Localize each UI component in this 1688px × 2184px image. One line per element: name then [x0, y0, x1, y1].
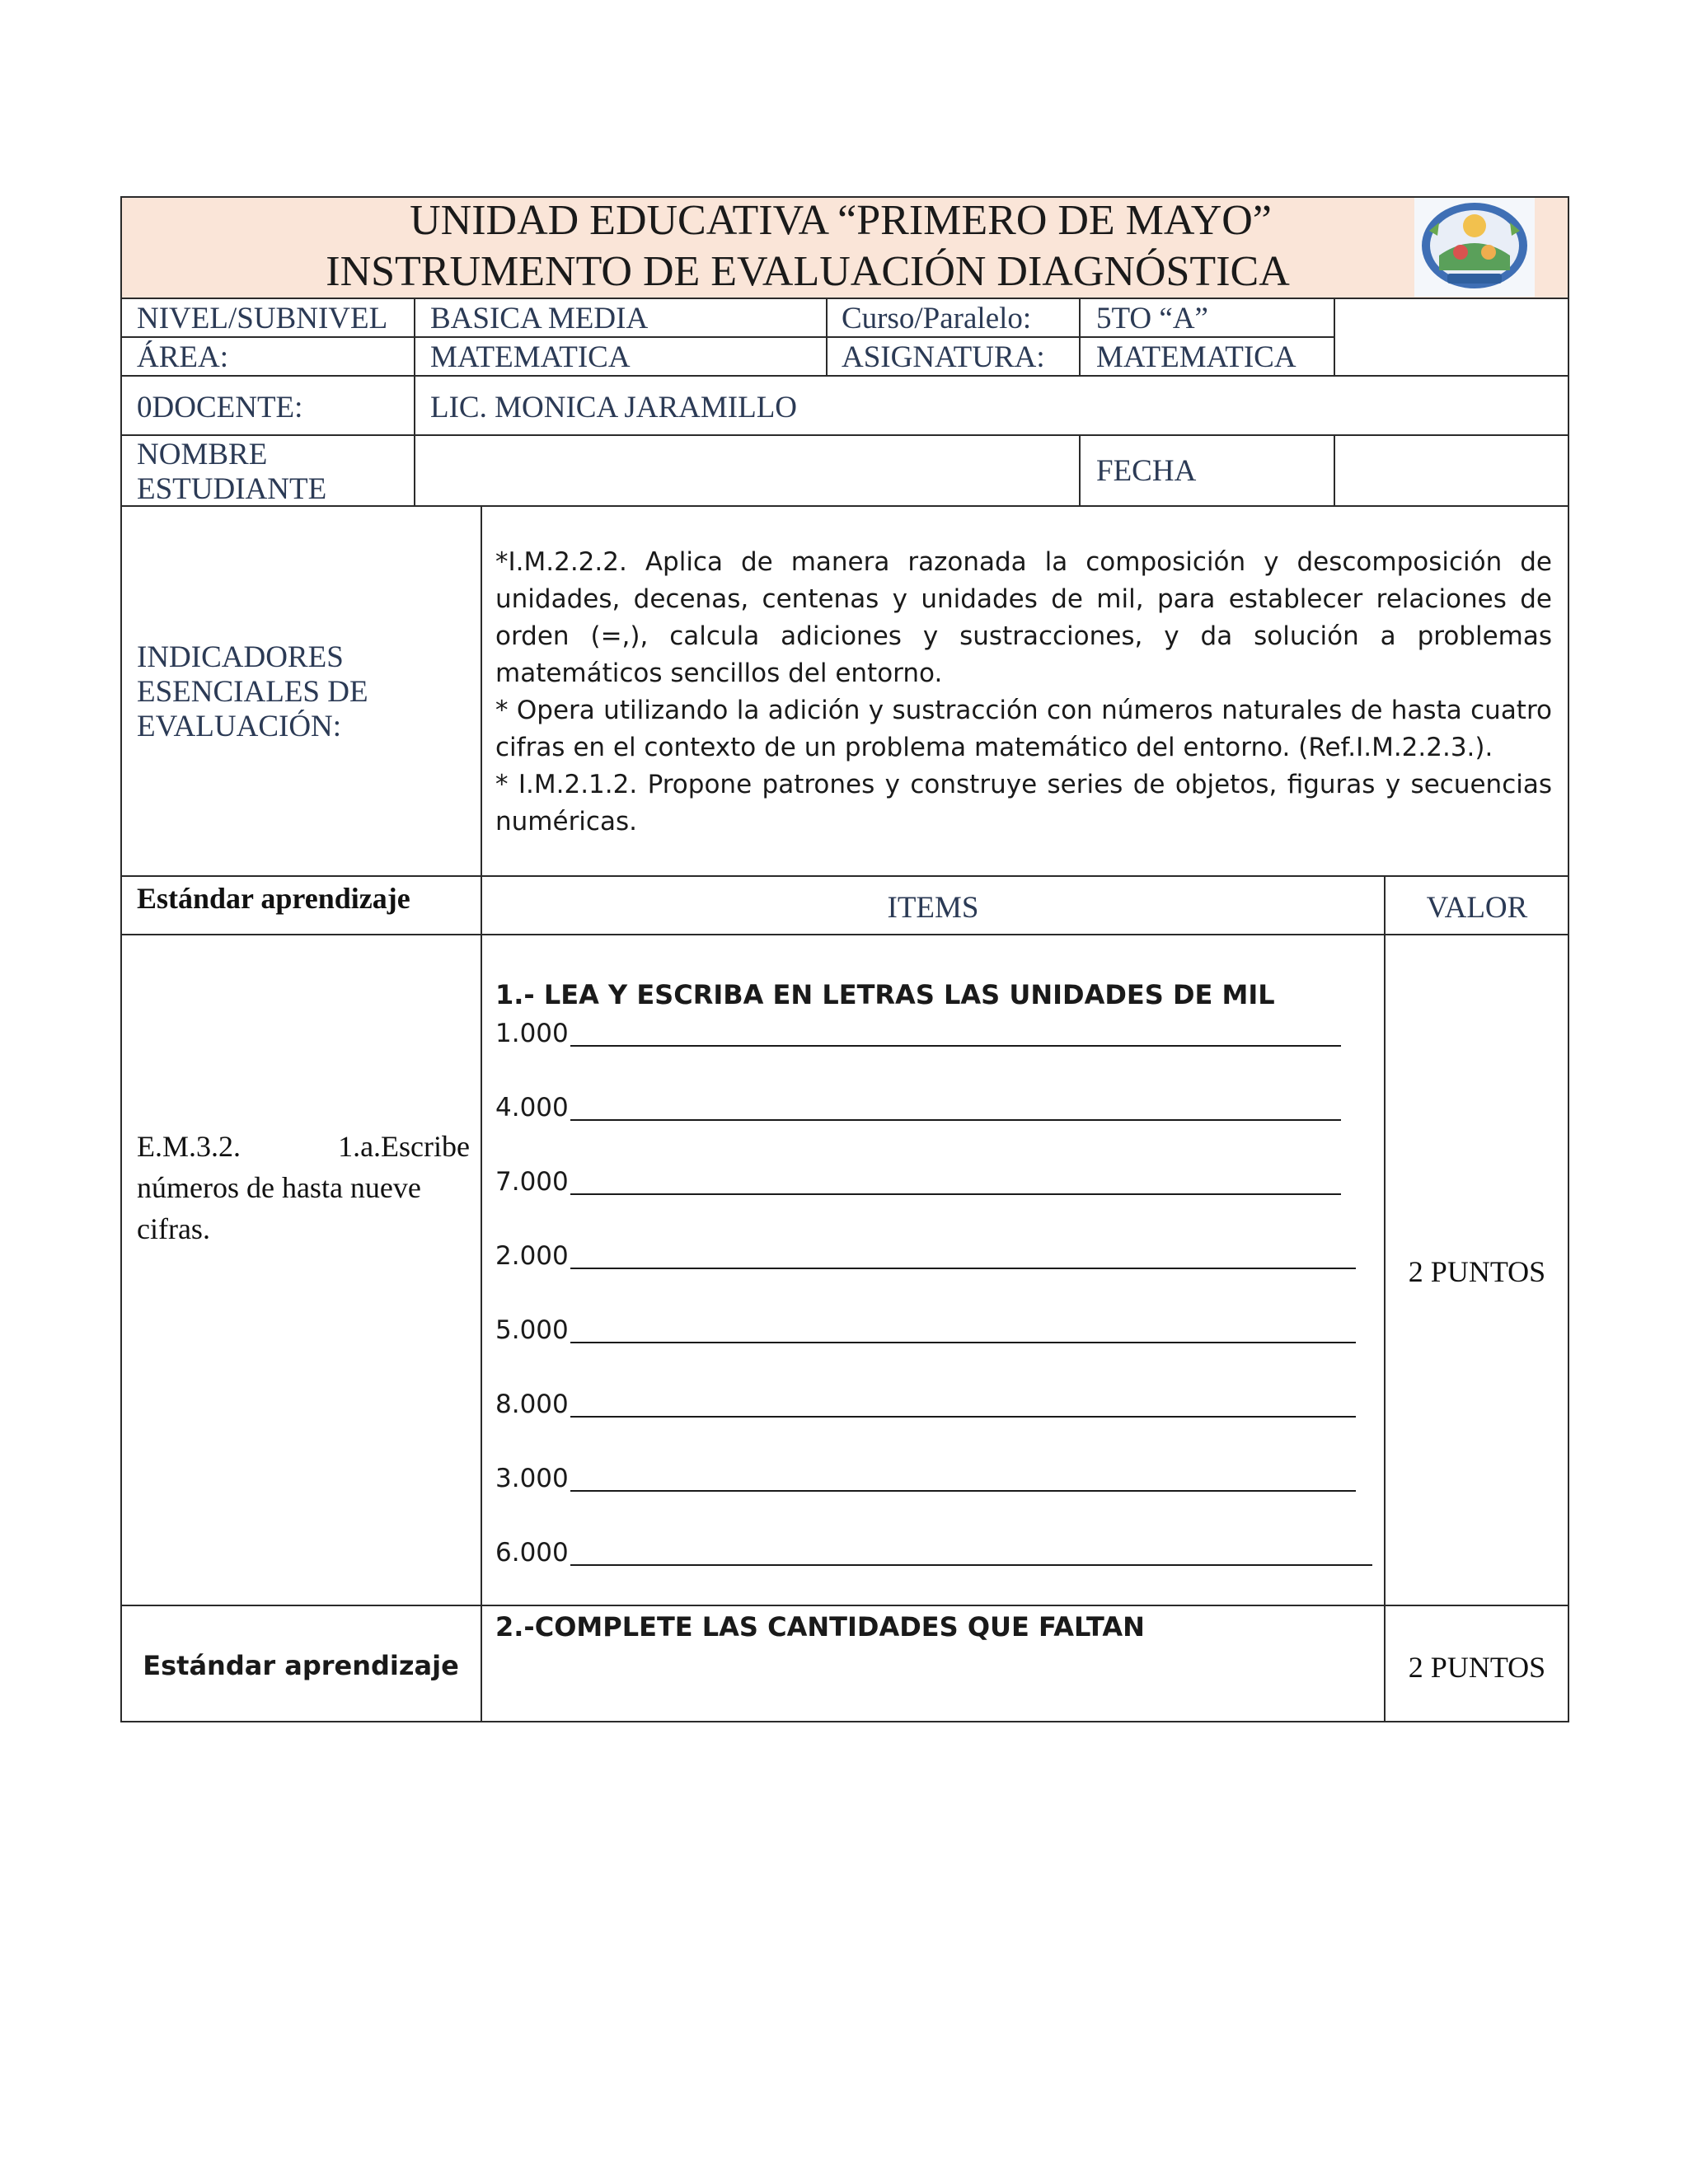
- indicadores-label-line2: ESENCIALES DE: [137, 675, 368, 709]
- number-label: 3.000: [495, 1464, 569, 1493]
- number-row: [495, 1093, 1341, 1122]
- number-label: 2.000: [495, 1241, 569, 1271]
- area-label: ÁREA:: [137, 340, 228, 374]
- school-title: UNIDAD EDUCATIVA “PRIMERO DE MAYO”: [410, 197, 1272, 244]
- asignatura-label: ASIGNATURA:: [842, 340, 1045, 374]
- estandar-code-b: 1.a.Escribe: [338, 1130, 470, 1163]
- estandar-section1: [137, 1126, 470, 1249]
- answer-line[interactable]: [570, 1490, 1356, 1492]
- fecha-field[interactable]: [1337, 438, 1568, 504]
- estandar-code: E.M.3.2.: [137, 1130, 241, 1163]
- answer-line[interactable]: [570, 1564, 1372, 1566]
- indicador-text-1: *I.M.2.2.2. Aplica de manera razonada la composición y descomposición de unidades, decenas, centenas y unidades de mil, para establecer relaciones de orden (=,), calcula adiciones y sustracciones, y da solución a problemas matemáticos sencillos del entorno.: [495, 547, 1552, 688]
- answer-line[interactable]: [570, 1045, 1341, 1047]
- number-row: [495, 1019, 1341, 1048]
- number-row: [495, 1241, 1356, 1271]
- nombre-estudiante-field[interactable]: [417, 438, 1076, 504]
- indicador-text-3: * I.M.2.1.2. Propone patrones y construye series de objetos, figuras y secuencias numéricas.: [495, 770, 1552, 837]
- number-label: 1.000: [495, 1019, 569, 1048]
- answer-line[interactable]: [570, 1342, 1356, 1343]
- number-row: [495, 1390, 1356, 1419]
- estandar-desc-line2: números de hasta nueve: [137, 1171, 421, 1204]
- asignatura-value: MATEMATICA: [1096, 340, 1296, 374]
- indicadores-label-line3: EVALUACIÓN:: [137, 710, 342, 743]
- number-label: 4.000: [495, 1093, 569, 1122]
- nombre-label-line2: ESTUDIANTE: [137, 472, 327, 506]
- curso-value: 5TO “A”: [1096, 302, 1208, 335]
- number-label: 6.000: [495, 1538, 569, 1568]
- docente-value: LIC. MONICA JARAMILLO: [430, 391, 798, 424]
- area-value: MATEMATICA: [430, 340, 631, 374]
- section1-heading: 1.- LEA Y ESCRIBA EN LETRAS LAS UNIDADES DE MIL: [495, 979, 1275, 1010]
- answer-line[interactable]: [570, 1193, 1341, 1195]
- nivel-label: NIVEL/SUBNIVEL: [137, 302, 388, 335]
- answer-line[interactable]: [570, 1119, 1341, 1121]
- section2-valor: 2 PUNTOS: [1408, 1651, 1546, 1684]
- curso-label: Curso/Paralelo:: [842, 302, 1032, 335]
- number-label: 7.000: [495, 1167, 569, 1197]
- nombre-label-line1: NOMBRE: [137, 438, 268, 471]
- answer-line[interactable]: [570, 1268, 1356, 1269]
- number-label: 5.000: [495, 1315, 569, 1345]
- indicador-text-2: * Opera utilizando la adición y sustracción con números naturales de hasta cuatro cifras en el contexto de un problema matemático del entorno. (Ref.I.M.2.2.3.).: [495, 696, 1552, 762]
- items-header: ITEMS: [887, 891, 979, 925]
- answer-line[interactable]: [570, 1416, 1356, 1418]
- section2-estandar: Estándar aprendizaje: [143, 1650, 459, 1681]
- number-row: [495, 1315, 1356, 1345]
- number-row: [495, 1464, 1356, 1493]
- indicadores-label-line1: INDICADORES: [137, 640, 344, 674]
- number-label: 8.000: [495, 1390, 569, 1419]
- form-table: [120, 196, 1569, 1722]
- section2-heading: 2.-COMPLETE LAS CANTIDADES QUE FALTAN: [495, 1611, 1145, 1643]
- number-row: [495, 1538, 1372, 1568]
- docente-label: 0DOCENTE:: [137, 391, 303, 424]
- number-row: [495, 1167, 1341, 1197]
- fecha-label: FECHA: [1096, 454, 1197, 488]
- estandar-desc-line3: cifras.: [137, 1212, 210, 1245]
- valor-header: VALOR: [1426, 891, 1528, 925]
- nivel-value: BASICA MEDIA: [430, 302, 649, 335]
- section1-valor: 2 PUNTOS: [1408, 1255, 1546, 1288]
- estandar-header: Estándar aprendizaje: [137, 882, 410, 915]
- instrument-title: INSTRUMENTO DE EVALUACIÓN DIAGNÓSTICA: [326, 248, 1290, 295]
